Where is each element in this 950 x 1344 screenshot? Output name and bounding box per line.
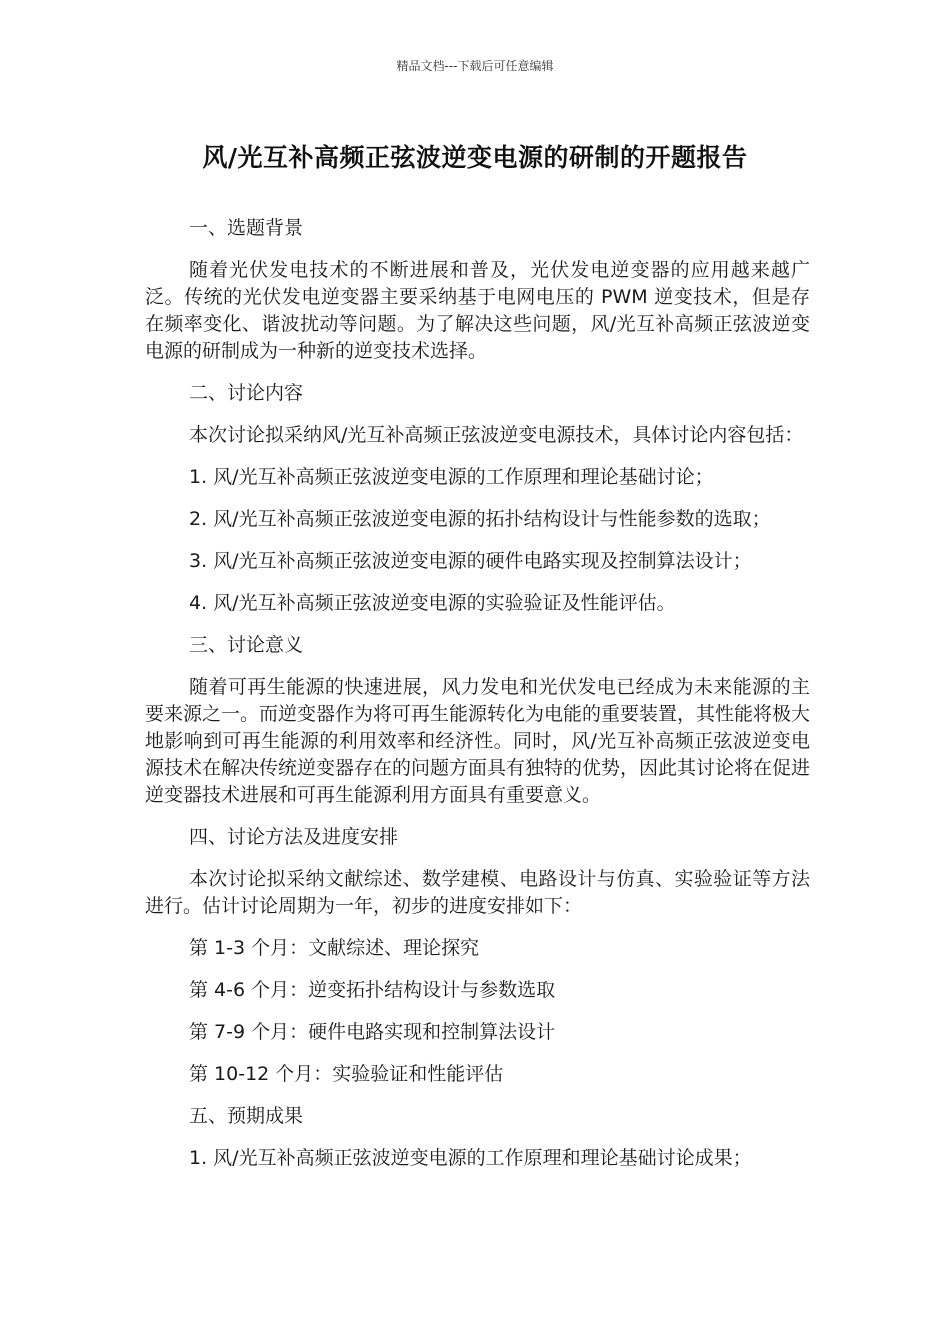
section-heading-results: 五、预期成果: [189, 1105, 304, 1127]
document-body: [145, 215, 810, 1187]
schedule-item: 第 4-6 个月：逆变拓扑结构设计与参数选取: [189, 979, 556, 1001]
schedule-item: 第 10-12 个月：实验验证和性能评估: [189, 1063, 504, 1085]
section-heading-content: 二、讨论内容: [189, 382, 304, 404]
section-heading-method: 四、讨论方法及进度安排: [189, 826, 399, 848]
schedule-item: 第 1-3 个月：文献综述、理论探究: [189, 937, 480, 959]
page-header: 精品文档---下载后可任意编辑: [396, 59, 554, 73]
paragraph-significance: 随着可再生能源的快速进展，风力发电和光伏发电已经成为未来能源的主要来源之一。而逆变器作为将可再生能源转化为电能的重要装置，其性能将极大地影响到可再生能源的利用效率和经济性。同时，风/光互补高频正弦波逆变电源技术在解决传统逆变器存在的问题方面具有独特的优势，因此其讨论将在促进逆变器技术进展和可再生能源利用方面具有重要意义。: [145, 676, 811, 806]
list-item: 2. 风/光互补高频正弦波逆变电源的拓扑结构设计与性能参数的选取；: [189, 508, 771, 530]
section-heading-background: 一、选题背景: [189, 217, 304, 239]
list-item: 4. 风/光互补高频正弦波逆变电源的实验验证及性能评估。: [189, 592, 676, 614]
paragraph-background: 随着光伏发电技术的不断进展和普及，光伏发电逆变器的应用越来越广泛。传统的光伏发电逆变器主要采纳基于电网电压的 PWM 逆变技术，但是存在频率变化、谐波扰动等问题。为了解决这些问题，风/光互补高频正弦波逆变电源的研制成为一种新的逆变技术选择。: [145, 259, 810, 362]
document-title: 风/光互补高频正弦波逆变电源的研制的开题报告: [202, 143, 748, 172]
list-item: 1. 风/光互补高频正弦波逆变电源的工作原理和理论基础讨论；: [189, 466, 714, 488]
schedule-item: 第 7-9 个月：硬件电路实现和控制算法设计: [189, 1021, 556, 1043]
paragraph-method: 本次讨论拟采纳文献综述、数学建模、电路设计与仿真、实验验证等方法进行。估计讨论周期为一年，初步的进度安排如下：: [145, 868, 810, 917]
list-item: 3. 风/光互补高频正弦波逆变电源的硬件电路实现及控制算法设计；: [189, 550, 752, 572]
list-item: 1. 风/光互补高频正弦波逆变电源的工作原理和理论基础讨论成果；: [189, 1147, 752, 1169]
paragraph-content: 本次讨论拟采纳风/光互补高频正弦波逆变电源技术，具体讨论内容包括：: [189, 424, 804, 446]
section-heading-significance: 三、讨论意义: [189, 634, 304, 656]
